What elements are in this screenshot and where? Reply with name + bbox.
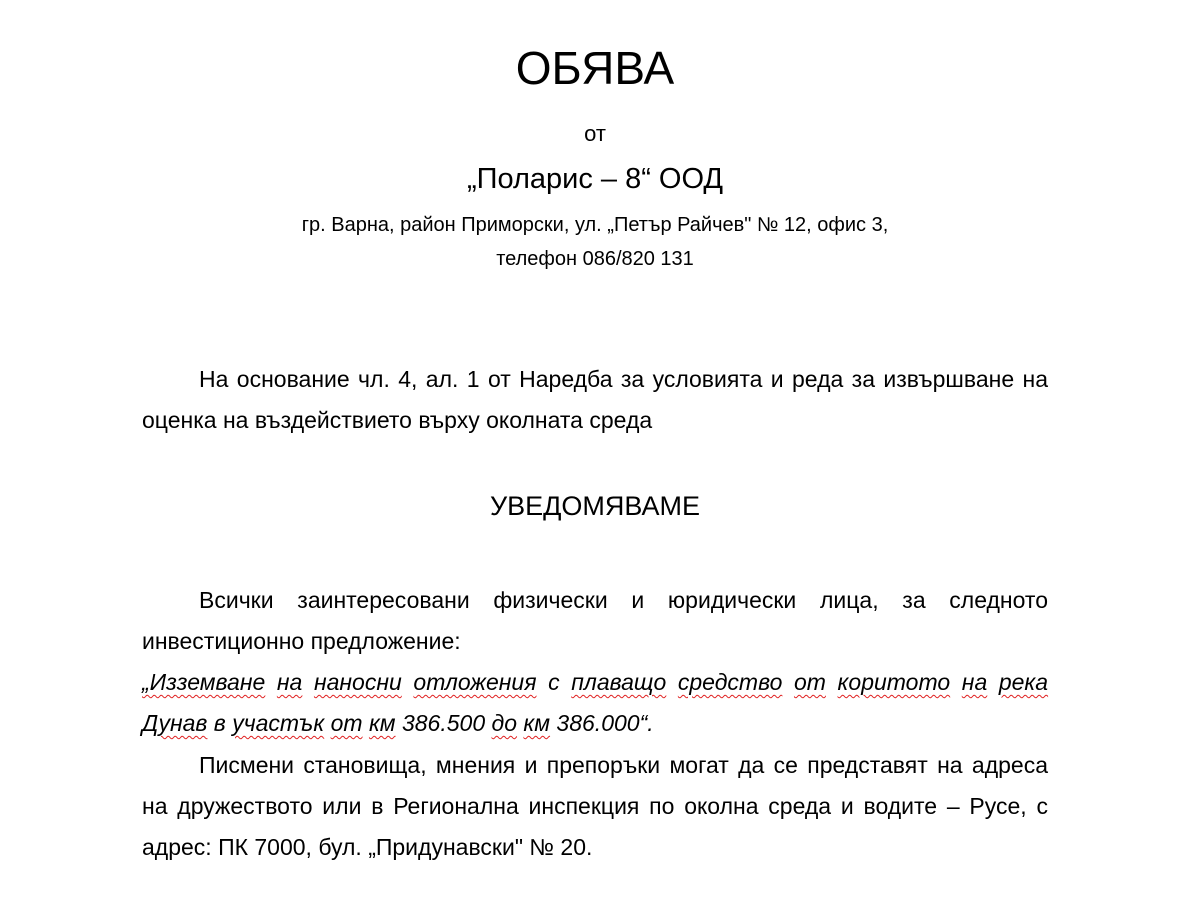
text-span bbox=[666, 669, 678, 695]
spellcheck-word: река bbox=[998, 669, 1049, 695]
spellcheck-word: отложения bbox=[413, 669, 537, 695]
spellcheck-word: наносни bbox=[313, 669, 402, 695]
company-address: гр. Варна, район Приморски, ул. „Петър Райчев" № 12, офис 3, bbox=[301, 214, 889, 236]
text-span bbox=[950, 669, 962, 695]
spellcheck-word: участък bbox=[232, 710, 325, 736]
spellcheck-word: „Изземване bbox=[142, 669, 266, 695]
text-span bbox=[302, 669, 314, 695]
text-span: в bbox=[207, 710, 233, 736]
spellcheck-word: от bbox=[793, 669, 826, 695]
spellcheck-word: средство bbox=[677, 669, 783, 695]
document-title: ОБЯВА bbox=[515, 42, 675, 94]
text-span bbox=[826, 669, 838, 695]
investment-proposal bbox=[142, 662, 1048, 744]
spellcheck-word: на bbox=[276, 669, 303, 695]
text-span: 386.000“. bbox=[550, 710, 654, 736]
spellcheck-word: плаващо bbox=[571, 669, 667, 695]
spellcheck-word: на bbox=[961, 669, 988, 695]
company-name: „Поларис – 8“ ООД bbox=[466, 163, 724, 195]
paragraph-submissions: Писмени становища, мнения и препоръки могат да се представят на адреса на дружеството или в Регионална инспекция по околна среда и водите – Русе, с адрес: ПК 7000, бул. „Придунавски" № 20. bbox=[142, 752, 1048, 860]
spellcheck-word: до bbox=[491, 710, 518, 736]
company-phone: телефон 086/820 131 bbox=[496, 248, 694, 270]
paragraph-legal-basis: На основание чл. 4, ал. 1 от Наредба за условията и реда за извършване на оценка на въздействието върху околната среда bbox=[142, 366, 1048, 433]
text-span: 386.500 bbox=[395, 710, 492, 736]
text-span: с bbox=[536, 669, 572, 695]
from-label: от bbox=[584, 121, 606, 146]
spellcheck-word: км bbox=[368, 710, 396, 736]
notice-heading: УВЕДОМЯВАМЕ bbox=[489, 491, 701, 521]
text-span bbox=[402, 669, 414, 695]
paragraph-stakeholders: Всички заинтересовани физически и юридически лица, за следното инвестиционно предложение: bbox=[142, 587, 1048, 654]
text-span bbox=[987, 669, 999, 695]
spellcheck-word: Дунав bbox=[142, 710, 208, 736]
spellcheck-word: от bbox=[330, 710, 363, 736]
spellcheck-word: км bbox=[523, 710, 551, 736]
spellcheck-word: коритото bbox=[837, 669, 951, 695]
text-span bbox=[782, 669, 794, 695]
text-span bbox=[265, 669, 277, 695]
